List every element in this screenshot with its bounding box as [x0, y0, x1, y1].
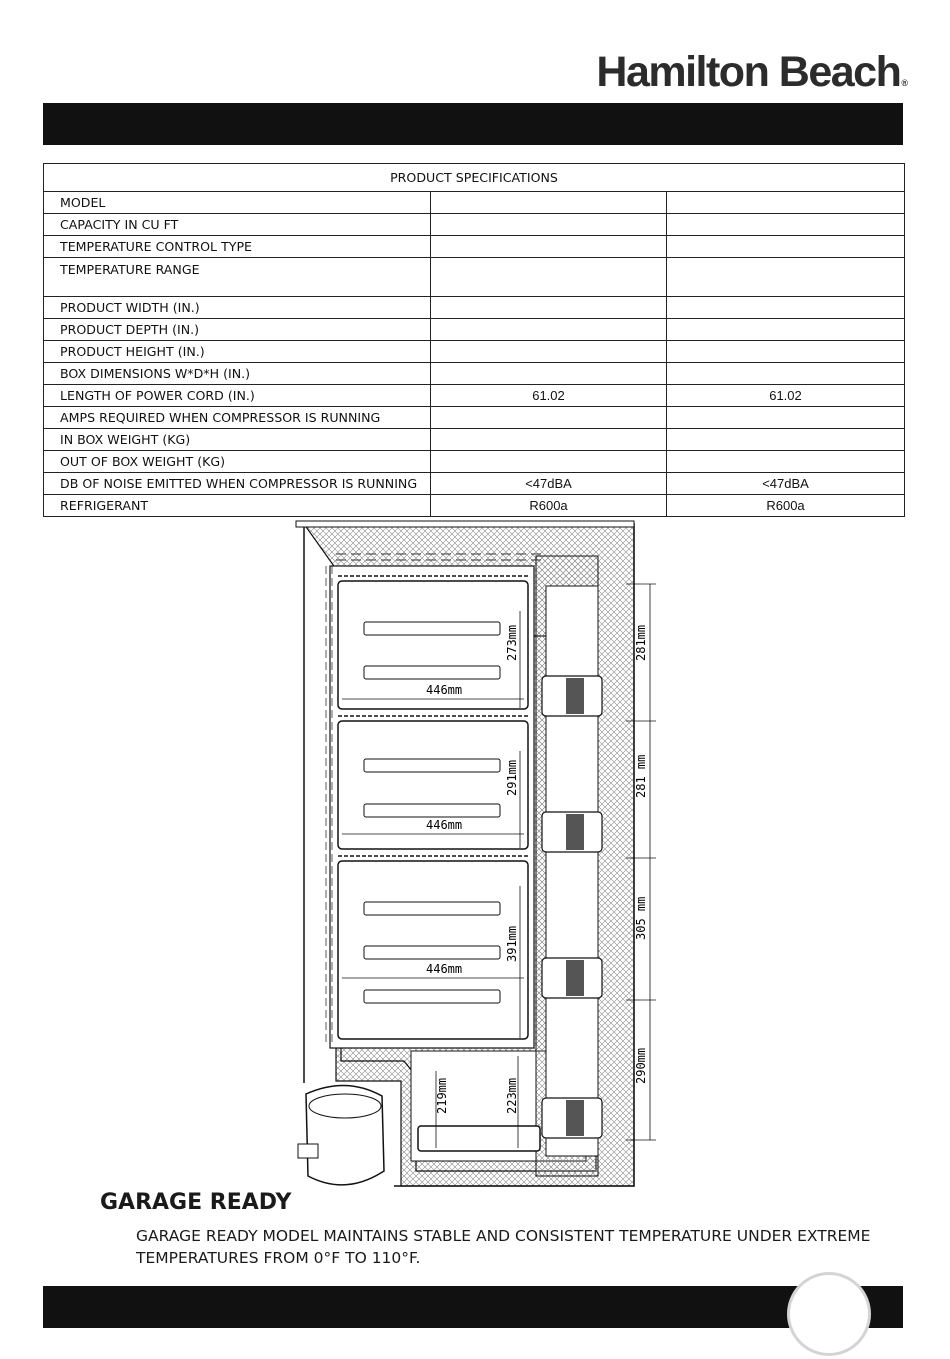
drawer-3: [338, 856, 528, 1039]
spec-value-2: R600a: [667, 495, 905, 517]
spec-label: MODEL: [44, 192, 431, 214]
spec-value-1: <47dBA: [431, 473, 667, 495]
compressor: [296, 1083, 394, 1191]
spec-label: PRODUCT HEIGHT (IN.): [44, 341, 431, 363]
width-label-drawer-3: 446mm: [426, 962, 463, 976]
height-label-drawer-1: 273mm: [505, 624, 519, 661]
footer-bar: [43, 1286, 903, 1328]
brand-logo: [478, 44, 908, 100]
bottom-label-1: 219mm: [435, 1077, 449, 1114]
spec-value-1: [431, 407, 667, 429]
spec-value-2: [667, 236, 905, 258]
spec-value-1: [431, 451, 667, 473]
spec-row: [44, 297, 905, 319]
spec-value-1: [431, 319, 667, 341]
height-label-drawer-2: 291mm: [505, 759, 519, 796]
width-label-drawer-2: 446mm: [426, 818, 463, 832]
spec-table-title: PRODUCT SPECIFICATIONS: [44, 164, 905, 192]
spec-row: [44, 385, 905, 407]
spec-value-2: [667, 258, 905, 297]
spec-row: [44, 473, 905, 495]
spec-row: [44, 214, 905, 236]
spec-value-1: [431, 258, 667, 297]
spec-label: IN BOX WEIGHT (KG): [44, 429, 431, 451]
spec-value-2: [667, 319, 905, 341]
registered-mark: ®: [901, 78, 908, 88]
freezer-cross-section-diagram: [296, 516, 648, 1204]
spec-row: [44, 341, 905, 363]
garage-ready-description: GARAGE READY MODEL MAINTAINS STABLE AND CONSISTENT TEMPERATURE UNDER EXTREME TEMPERATURES FROM 0°F TO 110°F.: [136, 1227, 871, 1267]
spec-value-2: [667, 192, 905, 214]
spec-value-2: [667, 214, 905, 236]
door-spacing-label-2: 281 mm: [634, 754, 648, 798]
spec-label: CAPACITY IN CU FT: [44, 214, 431, 236]
spec-value-2: [667, 407, 905, 429]
spec-table: [43, 163, 905, 517]
spec-label: LENGTH OF POWER CORD (IN.): [44, 385, 431, 407]
spec-row: [44, 236, 905, 258]
spec-row: [44, 192, 905, 214]
spec-value-1: [431, 429, 667, 451]
spec-value-2: [667, 363, 905, 385]
spec-label: TEMPERATURE RANGE: [44, 258, 431, 297]
spec-row: [44, 451, 905, 473]
height-label-drawer-3: 391mm: [505, 925, 519, 962]
spec-value-1: [431, 341, 667, 363]
spec-label: BOX DIMENSIONS W*D*H (IN.): [44, 363, 431, 385]
spec-label: PRODUCT DEPTH (IN.): [44, 319, 431, 341]
spec-value-1: 61.02: [431, 385, 667, 407]
spec-label: AMPS REQUIRED WHEN COMPRESSOR IS RUNNING: [44, 407, 431, 429]
spec-label: OUT OF BOX WEIGHT (KG): [44, 451, 431, 473]
spec-label: TEMPERATURE CONTROL TYPE: [44, 236, 431, 258]
header-bar: [43, 103, 903, 145]
spec-value-1: [431, 363, 667, 385]
spec-row: [44, 495, 905, 517]
spec-value-1: [431, 214, 667, 236]
spec-value-2: [667, 297, 905, 319]
spec-value-1: [431, 297, 667, 319]
spec-value-2: 61.02: [667, 385, 905, 407]
spec-value-1: [431, 236, 667, 258]
spec-value-1: R600a: [431, 495, 667, 517]
spec-label: PRODUCT WIDTH (IN.): [44, 297, 431, 319]
spec-label: REFRIGERANT: [44, 495, 431, 517]
door-spacing-label-3: 305 mm: [634, 896, 648, 940]
spec-value-2: [667, 429, 905, 451]
spec-label: DB OF NOISE EMITTED WHEN COMPRESSOR IS RUNNING: [44, 473, 431, 495]
spec-row: [44, 319, 905, 341]
spec-row: [44, 258, 905, 297]
bottom-label-2: 223mm: [505, 1077, 519, 1114]
spec-value-2: [667, 341, 905, 363]
brand-name: Hamilton Beach: [596, 48, 901, 96]
width-label-drawer-1: 446mm: [426, 683, 463, 697]
garage-ready-title: GARAGE READY: [100, 1190, 292, 1215]
spec-table-header: [44, 164, 905, 192]
spec-value-2: <47dBA: [667, 473, 905, 495]
spec-row: [44, 429, 905, 451]
spec-value-1: [431, 192, 667, 214]
door-spacing-label-4: 290mm: [634, 1047, 648, 1084]
spec-row: [44, 363, 905, 385]
door-spacing-label-1: 281mm: [634, 624, 648, 661]
spec-row: [44, 407, 905, 429]
page-number-circle: [787, 1272, 871, 1356]
spec-value-2: [667, 451, 905, 473]
